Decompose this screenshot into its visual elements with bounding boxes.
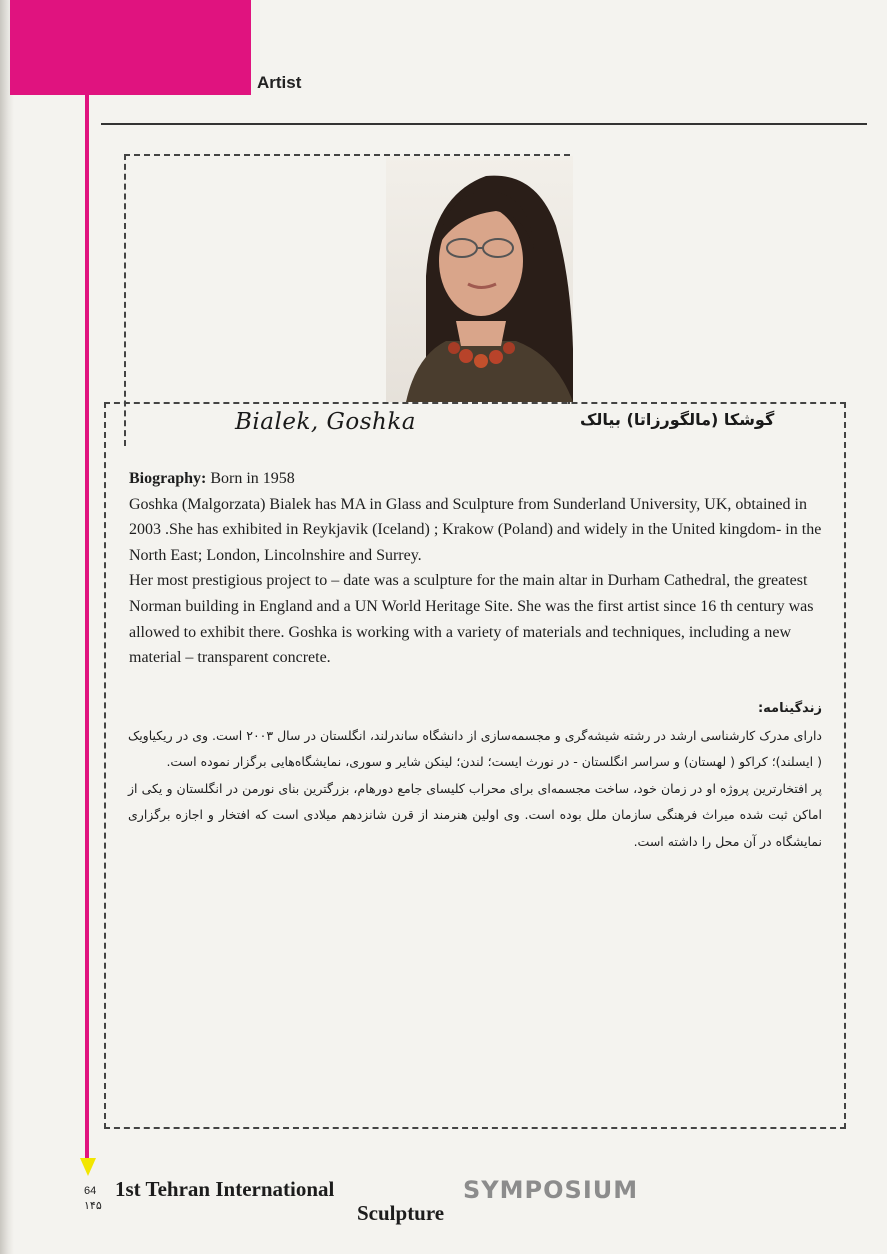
- artist-portrait-photo: [386, 156, 573, 402]
- artist-name: Bialek, Goshka: [235, 409, 416, 435]
- page-number-latin: 64: [84, 1185, 97, 1197]
- birth-year: Born in 1958: [206, 470, 295, 487]
- magenta-header-tab: [10, 0, 251, 95]
- biography-paragraph-1: Goshka (Malgorzata) Bialek has MA in Glass and Sculpture from Sunderland University, UK, obtained in 2003 .She has exhibited in Reykjavik (Iceland) ; Krakow (Poland) and widely in the United kingdom- in the North East; London, Lincolnshire and Surrey.: [129, 495, 822, 564]
- arrow-down-icon: [80, 1158, 96, 1176]
- page-number-persian: ۱۴۵: [84, 1200, 102, 1212]
- biography-persian-paragraph-2: پر افتخارترین پروژه او در زمان خود، ساخت مجسمه‌ای برای محراب کلیسای جامع دورهام، بزرگترین بنای نورمن در انگلستان و یکی از اماکن ثبت شده میراث فرهنگی سازمان ملل بوده است. وی اولین هنرمند از قرن شانزدهم میلادی است که افتخار و اجازه برگزاری نمایشگاه در آن محل را داشته است.: [128, 780, 822, 849]
- footer-title: 1st Tehran International: [115, 1177, 335, 1201]
- biography-paragraph-2: Her most prestigious project to – date was a sculpture for the main altar in Durham Cathedral, the greatest Norman building in England and a UN World Heritage Site. She was the first artist since 16 th century was allowed to exhibit there. Goshka is working with a variety of materials and techniques, including a new material – transparent concrete.: [129, 572, 814, 667]
- biography-english: [129, 466, 829, 671]
- section-label: Artist: [257, 73, 302, 92]
- magenta-vertical-rule: [85, 95, 89, 1160]
- footer-subtitle: Sculpture: [357, 1201, 445, 1225]
- page-edge-shadow: [0, 0, 14, 1254]
- biography-persian: [128, 696, 822, 855]
- artist-name-persian: گوشکا (مالگورزاتا) بیالک: [580, 410, 775, 429]
- page-number: [84, 1184, 102, 1214]
- biography-intro: [129, 466, 829, 492]
- biography-persian-paragraph-1: دارای مدرک کارشناسی ارشد در رشته شیشه‌گری و مجسمه‌سازی از دانشگاه ساندرلند، انگلستان در سال ۲۰۰۳ است. وی در ریکیاویک ( ایسلند)؛ کراکو ( لهستان) و سراسر انگلستان - در نورث ایست؛ لندن؛ لینکن شایر و سوری، نمایشگاه‌هایی برگزار نموده است.: [128, 727, 822, 769]
- header-rule: [101, 123, 867, 125]
- footer-symposium-logo: SYMPOSIUM: [463, 1176, 639, 1204]
- biography-persian-heading: زندگینامه:: [757, 701, 822, 716]
- biography-label: Biography:: [129, 470, 207, 487]
- portrait-illustration: [386, 156, 573, 402]
